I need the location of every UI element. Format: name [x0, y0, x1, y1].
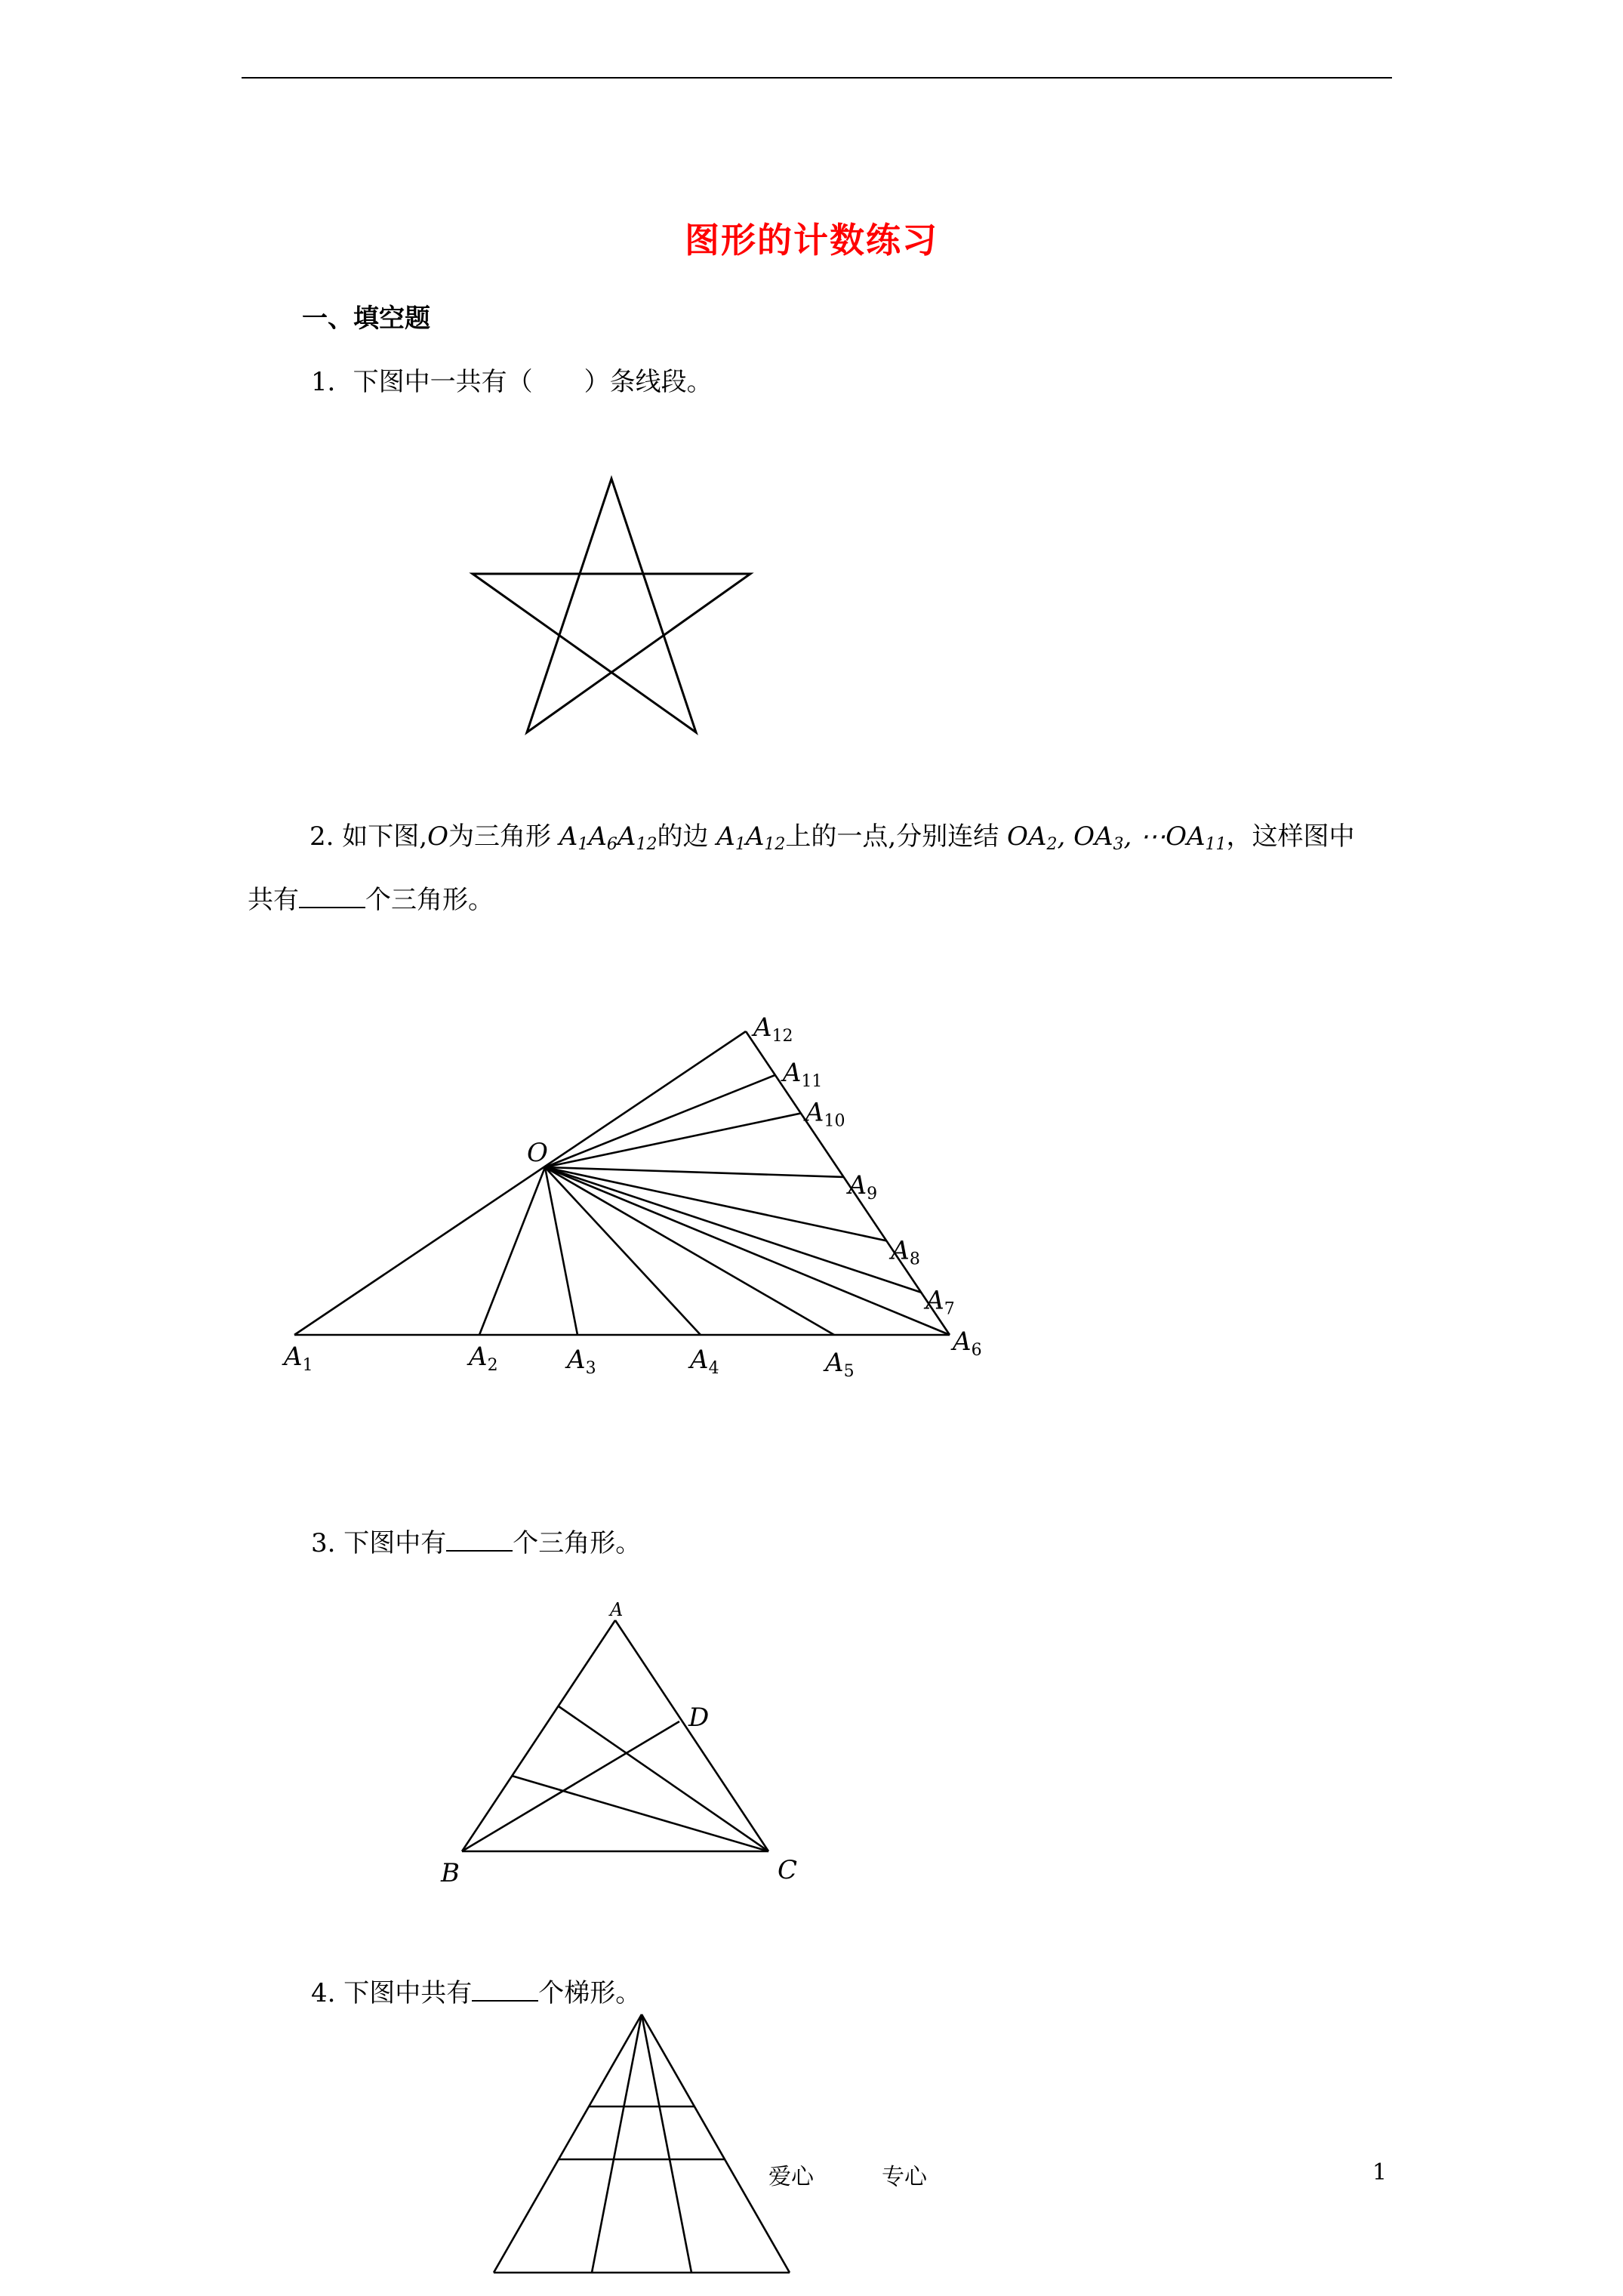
footer-slogan: 爱心 专心	[768, 2164, 927, 2190]
star-diagram	[453, 468, 770, 747]
segment-BD	[462, 1721, 679, 1851]
segment-list: $OA_2$, $OA_3$, $\cdots OA_{11}$	[1007, 821, 1227, 854]
inner-right-line	[642, 2014, 691, 2273]
point-label-A9: $A_9$	[848, 1170, 878, 1203]
question-number: 2.	[310, 821, 334, 852]
page-number: 1	[1372, 2159, 1387, 2186]
left-side-segment	[294, 1031, 746, 1335]
point-label-A1: $A_1$	[284, 1342, 313, 1375]
question-4: 4. 下图中共有 个梯形。	[311, 1978, 642, 2008]
outer-right-side	[642, 2014, 790, 2273]
section-heading: 一、填空题	[302, 304, 430, 334]
header-rule	[242, 77, 1392, 79]
point-label-A7: $A_7$	[925, 1285, 955, 1319]
question-1	[311, 361, 713, 398]
answer-blank	[446, 1530, 513, 1552]
vertex-label-C: C	[778, 1855, 798, 1885]
question-2-line-1: 2. 如下图,O为三角形 $A_1A_6A_{12}$的边 $A_1A_{12}$上的一点,分别连结 $OA_2$, $OA_3$, $\cdots OA_{11}$，这样图中	[310, 821, 1355, 854]
side-AC	[615, 1620, 768, 1851]
vertex-label-A: A	[610, 1599, 624, 1620]
figure-triangle-fan	[272, 1004, 996, 1397]
point-label-A3: $A_3$	[567, 1345, 596, 1378]
point-label-A11: $A_{11}$	[782, 1057, 823, 1091]
triangle-name: $A_1A_6A_{12}$	[559, 821, 658, 854]
question-text: 下图中一共有（ ）条线段。	[353, 367, 713, 397]
answer-blank	[472, 1980, 538, 2002]
edge-name: $A_1A_{12}$	[716, 821, 786, 854]
answer-blank	[299, 887, 365, 908]
point-label-A10: $A_{10}$	[805, 1097, 845, 1131]
segment-OA3	[545, 1167, 577, 1335]
side-AB	[462, 1620, 615, 1851]
triangle-abc-diagram	[423, 1601, 815, 1888]
point-label-O: O	[527, 1138, 548, 1168]
segment-OA5	[545, 1167, 834, 1335]
inner-left-line	[592, 2014, 642, 2273]
segment-EC	[559, 1706, 768, 1851]
triangle-fan-diagram	[272, 1004, 996, 1397]
segment-OA6	[545, 1167, 950, 1335]
point-label-A4: $A_4$	[690, 1345, 719, 1378]
segment-OA9	[545, 1167, 844, 1177]
page-title: 图形的计数练习	[685, 220, 938, 260]
point-label-A6: $A_6$	[953, 1327, 982, 1360]
figure-trapezoid	[483, 2008, 800, 2280]
segment-OA8	[545, 1167, 886, 1240]
outer-left-side	[494, 2014, 642, 2273]
question-3: 3. 下图中有 个三角形。	[311, 1528, 642, 1558]
point-label-A2: $A_2$	[469, 1342, 498, 1375]
question-number: 4.	[311, 1978, 336, 2008]
point-label-A8: $A_8$	[891, 1235, 920, 1269]
vertex-label-B: B	[441, 1858, 460, 1888]
vertex-label-D: D	[688, 1703, 710, 1733]
question-number: 3.	[311, 1528, 336, 1558]
point-label-A5: $A_5$	[825, 1348, 855, 1381]
segment-OA2	[479, 1167, 545, 1335]
point-label-A12: $A_{12}$	[753, 1012, 793, 1046]
question-2-line-2: 共有 个三角形。	[248, 885, 494, 915]
figure-triangle-abc	[423, 1601, 815, 1888]
trapezoid-diagram	[483, 2008, 800, 2280]
segment-FC	[512, 1776, 768, 1851]
figure-star	[453, 468, 770, 747]
question-number: 1．	[311, 367, 353, 397]
star-outline	[473, 479, 750, 732]
